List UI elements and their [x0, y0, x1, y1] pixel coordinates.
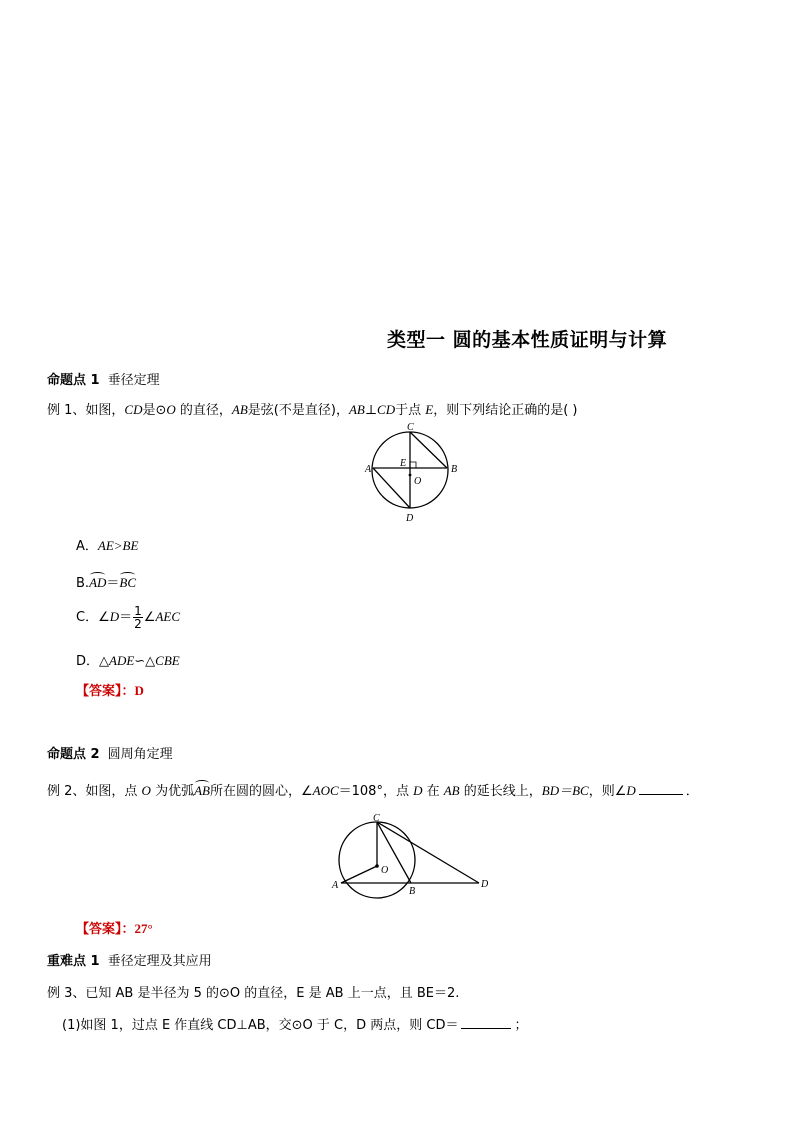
label-o: O — [414, 476, 422, 487]
text: 的延长线上， — [459, 784, 542, 799]
text: D — [626, 783, 636, 798]
segment-ad — [373, 468, 410, 508]
answer-value: D — [134, 683, 144, 698]
arc-bc: BC — [119, 575, 137, 590]
answer-1 — [76, 680, 144, 699]
figure-1 — [362, 422, 462, 528]
answer-2 — [76, 918, 153, 937]
text: ，则下列结论正确的是( ) — [433, 403, 578, 418]
text: 所在圆的圆心，∠ — [209, 784, 313, 799]
answer-label: 【答案】： — [76, 922, 135, 937]
option-label: B. — [76, 576, 90, 591]
example-3-question: 例 3、已知 AB 是半径为 5 的⊙O 的直径，E 是 AB 上一点，且 BE＝2. — [47, 986, 460, 1001]
arc-ad: AD — [89, 575, 107, 590]
text: (1)如图 1，过点 E 作直线 CD⊥AB，交⊙O 于 C，D 两点，则 CD＝ — [62, 1018, 459, 1033]
text: AB — [231, 402, 248, 417]
label-b: B — [409, 886, 416, 897]
label-d: D — [406, 513, 414, 524]
option-b — [76, 572, 136, 591]
example-2-question — [47, 780, 699, 799]
text: AOC — [312, 783, 339, 798]
section-name: 垂径定理及其应用 — [107, 954, 212, 969]
page-title: 类型一 圆的基本性质证明与计算 — [387, 329, 668, 351]
fraction-one-half — [133, 605, 143, 630]
denominator: 2 — [134, 617, 142, 631]
answer-value: 27° — [134, 921, 153, 936]
text: O — [141, 783, 151, 798]
answer-blank — [461, 1028, 511, 1029]
text: 在 — [422, 784, 444, 799]
option-label: A． — [76, 539, 98, 554]
option-a — [76, 535, 138, 554]
label-e: E — [400, 458, 407, 469]
right-angle-mark — [410, 462, 416, 468]
center-point — [375, 864, 379, 868]
text: AB⊥CD — [348, 402, 396, 417]
text: ． — [685, 784, 699, 799]
section-heading-1 — [47, 369, 160, 388]
text: E — [425, 402, 434, 417]
label-a: A — [365, 464, 372, 475]
text: 例 1、如图， — [47, 403, 125, 418]
section-heading-3 — [47, 950, 212, 969]
text: O — [166, 402, 176, 417]
label-c: C — [373, 813, 380, 824]
arc-ab: AB — [194, 783, 210, 798]
text: 的直径， — [175, 403, 232, 418]
option-d — [76, 650, 180, 669]
example-1-question — [47, 399, 578, 418]
option-text: AE>BE — [97, 538, 139, 553]
angle-sign: ∠ — [143, 610, 156, 625]
text: BD＝BC — [541, 783, 589, 798]
text: CD — [124, 402, 143, 417]
text: 是⊙ — [142, 403, 167, 418]
segment-ao — [341, 866, 377, 883]
section-name: 圆周角定理 — [107, 747, 173, 762]
text: 是弦(不是直径)， — [247, 403, 349, 418]
segment-cd — [377, 822, 479, 883]
example-3-part-1 — [62, 1014, 528, 1033]
label-o: O — [381, 865, 389, 876]
text: 于点 — [395, 403, 426, 418]
equals-sign: ＝ — [106, 576, 120, 591]
text: AB — [443, 783, 460, 798]
label-d: D — [481, 879, 489, 890]
label-a: A — [332, 880, 339, 891]
answer-blank — [639, 794, 683, 795]
section-heading-2 — [47, 743, 173, 762]
label-b: B — [451, 464, 458, 475]
text: ，则∠ — [588, 784, 627, 799]
text: D — [413, 783, 423, 798]
text: D — [109, 609, 120, 624]
angle-sign: ∠ — [98, 610, 110, 625]
section-label: 命题点 1 — [47, 373, 100, 388]
option-text: △ADE∽△CBE — [99, 653, 180, 668]
option-label: D． — [76, 654, 100, 669]
center-point — [409, 474, 412, 477]
text: ＝108°，点 — [338, 784, 414, 799]
section-label: 重难点 1 — [47, 954, 100, 969]
option-c — [76, 605, 180, 630]
option-label: C． — [76, 610, 99, 625]
label-c: C — [407, 422, 414, 433]
section-label: 命题点 2 — [47, 747, 100, 762]
text: ； — [514, 1018, 528, 1033]
equals-sign: ＝ — [119, 610, 133, 625]
figure-2 — [327, 812, 497, 900]
text: 为优弧 — [150, 784, 195, 799]
answer-label: 【答案】： — [76, 684, 135, 699]
numerator: 1 — [134, 604, 142, 618]
text: AEC — [155, 609, 180, 624]
section-name: 垂径定理 — [107, 373, 160, 388]
text: 例 2、如图，点 — [47, 784, 142, 799]
